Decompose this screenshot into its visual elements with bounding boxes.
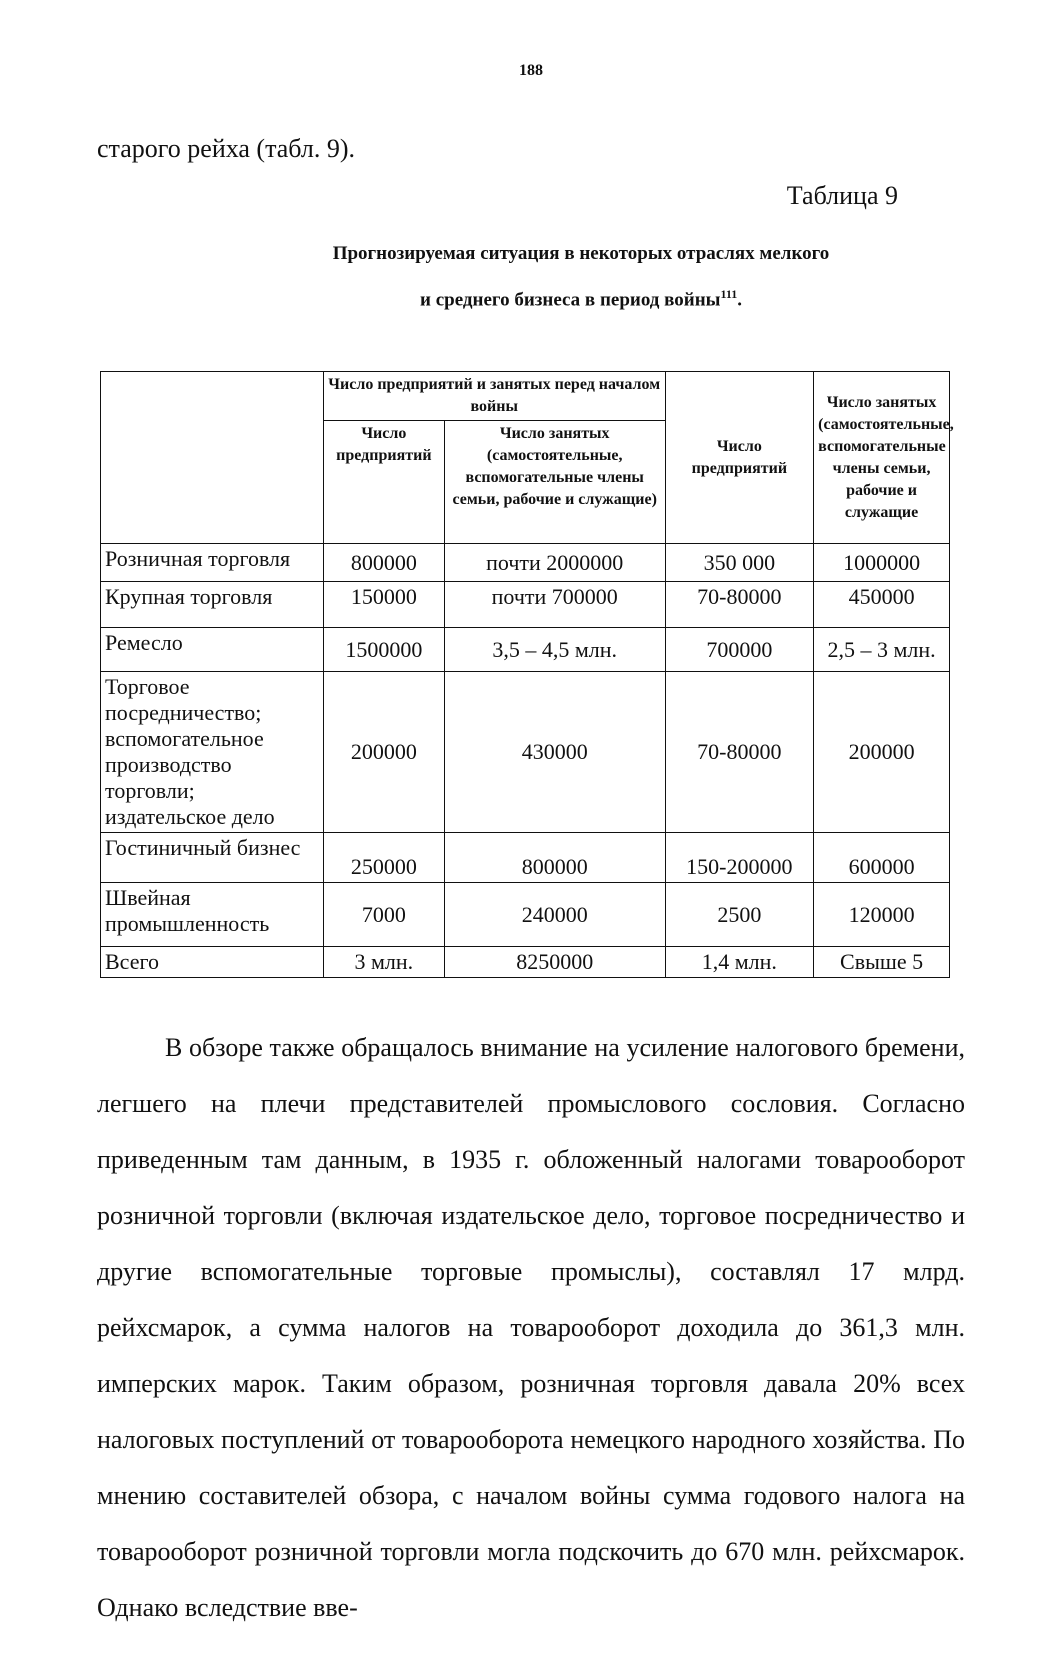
row-name: Торговое посредничество; вспомогательное производство торговли; издательское дело xyxy=(101,672,324,833)
table-row xyxy=(101,883,950,947)
cell-enterprises-before: 7000 xyxy=(323,883,444,947)
cell-enterprises-during: 700000 xyxy=(665,628,814,672)
cell-employed-before: 430000 xyxy=(444,672,665,833)
cell-employed-during: 200000 xyxy=(814,672,950,833)
cell-enterprises-during: 1,4 млн. xyxy=(665,947,814,978)
cell-employed-before: 3,5 – 4,5 млн. xyxy=(444,628,665,672)
cell-employed-during: 120000 xyxy=(814,883,950,947)
cell-employed-before: почти 2000000 xyxy=(444,544,665,582)
cell-enterprises-before: 150000 xyxy=(323,582,444,628)
header-enterprises-during: Число предприятий xyxy=(665,372,814,544)
table-row xyxy=(101,672,950,833)
table-title-line-2-text: и среднего бизнеса в период войны xyxy=(420,289,721,311)
table-title-line-1: Прогнозируемая ситуация в некоторых отраслях мелкого xyxy=(332,243,830,264)
data-table xyxy=(100,371,954,978)
table-title xyxy=(150,234,1012,320)
header-row-1 xyxy=(101,372,950,421)
table-title-end: . xyxy=(737,289,742,311)
table-row xyxy=(101,947,950,978)
cell-enterprises-during: 70-80000 xyxy=(665,672,814,833)
cell-employed-during: Свыше 5 xyxy=(814,947,950,978)
table-title-line-2 xyxy=(150,274,1012,320)
row-name: Розничная торговля xyxy=(101,544,324,582)
table-row xyxy=(101,582,950,628)
header-enterprises-before: Число предприятий xyxy=(323,421,444,544)
cell-employed-during: 600000 xyxy=(814,833,950,883)
page-number: 188 xyxy=(519,62,543,79)
row-name: Гостиничный бизнес xyxy=(101,833,324,883)
cell-enterprises-before: 800000 xyxy=(323,544,444,582)
header-empty-cell xyxy=(101,372,324,544)
row-name: Крупная торговля xyxy=(101,582,324,628)
cell-employed-before: 240000 xyxy=(444,883,665,947)
header-group-before-war: Число предприятий и занятых перед началом войны xyxy=(323,372,665,421)
footnote-marker: 111 xyxy=(720,287,738,301)
header-employed-during: Число занятых (самостоятельные, вспомогательные члены семьи, рабочие и служащие xyxy=(814,372,950,544)
cell-enterprises-before: 1500000 xyxy=(323,628,444,672)
table-row xyxy=(101,628,950,672)
cell-enterprises-during: 350 000 xyxy=(665,544,814,582)
cell-employed-during: 1000000 xyxy=(814,544,950,582)
cell-employed-before: 800000 xyxy=(444,833,665,883)
cell-enterprises-during: 70-80000 xyxy=(665,582,814,628)
row-name: Всего xyxy=(101,947,324,978)
cell-employed-during: 2,5 – 3 млн. xyxy=(814,628,950,672)
cell-enterprises-during: 150-200000 xyxy=(665,833,814,883)
lead-line: старого рейха (табл. 9). xyxy=(97,134,356,163)
table-row xyxy=(101,833,950,883)
cell-enterprises-before: 3 млн. xyxy=(323,947,444,978)
table-row xyxy=(101,544,950,582)
cell-enterprises-before: 250000 xyxy=(323,833,444,883)
row-name: Ремесло xyxy=(101,628,324,672)
cell-enterprises-before: 200000 xyxy=(323,672,444,833)
row-name: Швейная промышленность xyxy=(101,883,324,947)
cell-employed-before: почти 700000 xyxy=(444,582,665,628)
cell-employed-before: 8250000 xyxy=(444,947,665,978)
body-paragraph: В обзоре также обращалось внимание на усиление налогового бремени, легшего на плечи представителей промыслового сословия. Согласно приведенным там данным, в 1935 г. обложенный налогами товарооборот розничной торговли (включая издательское дело, торговое посредничество и другие вспомогательные торговые промыслы), составлял 17 млрд. рейхсмарок, а сумма налогов на товарооборот доходила до 361,3 млн. имперских марок. Таким образом, розничная торговля давала 20% всех налоговых поступлений от товарооборота немецкого народного хозяйства. По мнению составителей обзора, с началом войны сумма годового налога на товарооборот розничной торговли могла подскочить до 670 млн. рейхсмарок. Однако вследствие вве- xyxy=(97,1033,965,1622)
header-employed-before: Число занятых (самостоятельные, вспомогательные члены семьи, рабочие и служащие) xyxy=(444,421,665,544)
table-label: Таблица 9 xyxy=(786,181,898,210)
cell-enterprises-during: 2500 xyxy=(665,883,814,947)
cell-employed-during: 450000 xyxy=(814,582,950,628)
